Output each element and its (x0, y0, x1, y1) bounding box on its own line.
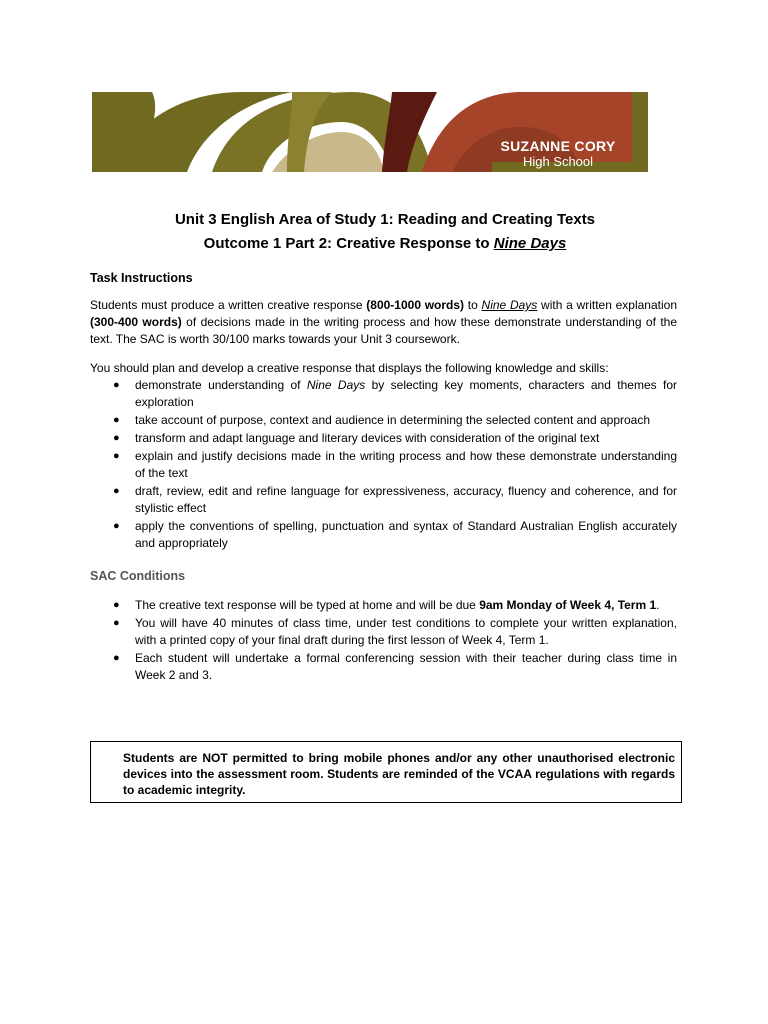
bullet-icon: ● (113, 414, 120, 426)
task-paragraph-1 (90, 297, 677, 348)
list-item (113, 430, 677, 447)
document-body (90, 270, 677, 685)
bullet-icon: ● (113, 485, 120, 497)
skill-1-a: demonstrate understanding of (135, 378, 307, 392)
p1-explanation-count: (300-400 words) (90, 315, 182, 329)
list-item (113, 650, 677, 684)
p1-text-e: with a written explanation (537, 298, 677, 312)
skills-list (90, 377, 677, 552)
sac-conditions-heading: SAC Conditions (90, 569, 186, 583)
skill-2: take account of purpose, context and audience in determining the selected content and approach (135, 413, 651, 427)
list-item (113, 518, 677, 552)
title-outcome-prefix: Outcome 1 Part 2: Creative Response to (203, 235, 494, 252)
skill-1-text-name: Nine Days (306, 378, 366, 392)
bullet-icon: ● (113, 379, 120, 391)
list-item (113, 615, 677, 649)
list-item (113, 597, 677, 614)
school-name-line2: High School (522, 154, 594, 169)
skill-6: apply the conventions of spelling, punctuation and syntax of Standard Australian English accurately and appropriately (135, 519, 677, 550)
condition-3: Each student will undertake a formal conferencing session with their teacher during class time in Week 2 and 3. (135, 651, 677, 682)
bullet-icon: ● (113, 450, 120, 462)
task-instructions-heading: Task Instructions (90, 271, 193, 285)
list-item (113, 412, 677, 429)
condition-2: You will have 40 minutes of class time, under test conditions to complete your written explanation, with a printed copy of your final draft during the first lesson of Week 4, Term 1. (135, 616, 677, 647)
p1-text-g: of decisions made in the writing process and how these demonstrate understanding of the text. The SAC is worth 30/100 marks towards your Unit 3 coursework. (90, 315, 678, 346)
condition-1-a: The creative text response will be typed at home and will be due (135, 598, 480, 612)
bullet-icon: ● (113, 599, 120, 611)
school-name (498, 138, 618, 170)
task-paragraph-2: You should plan and develop a creative response that displays the following knowledge and skills: (90, 361, 609, 375)
title-unit: Unit 3 English Area of Study 1: Reading and Creating Texts (174, 211, 596, 228)
skill-4: explain and justify decisions made in the writing process and how these demonstrate understanding of the text (135, 449, 677, 480)
list-item (113, 483, 677, 517)
condition-1-c: . (656, 598, 660, 612)
bullet-icon: ● (113, 652, 120, 664)
sac-conditions-list (90, 597, 677, 684)
list-item (113, 377, 677, 411)
academic-integrity-notice: Students are NOT permitted to bring mobile phones and/or any other unauthorised electronic devices into the assessment room. Students are reminded of the VCAA regulations with regards to academic integrity. (90, 741, 682, 803)
list-item (113, 448, 677, 482)
condition-1-due: 9am Monday of Week 4, Term 1 (479, 598, 657, 612)
school-name-line1: SUZANNE CORY (500, 138, 616, 154)
skill-1-c: by selecting key moments, characters and themes for exploration (135, 378, 677, 409)
p1-word-count: (800-1000 words) (366, 298, 465, 312)
title-text-name: Nine Days (493, 235, 567, 252)
p1-text-name: Nine Days (481, 298, 538, 312)
skill-3: transform and adapt language and literary devices with consideration of the original text (135, 431, 600, 445)
p1-text-a: Students must produce a written creative response (90, 298, 367, 312)
p1-text-c: to (464, 298, 482, 312)
skill-5: draft, review, edit and refine language for expressiveness, accuracy, fluency and coherence, and for stylistic effect (135, 484, 677, 515)
bullet-icon: ● (113, 520, 120, 532)
bullet-icon: ● (113, 432, 120, 444)
title-outcome (90, 232, 680, 256)
bullet-icon: ● (113, 617, 120, 629)
document-titles (90, 208, 680, 256)
